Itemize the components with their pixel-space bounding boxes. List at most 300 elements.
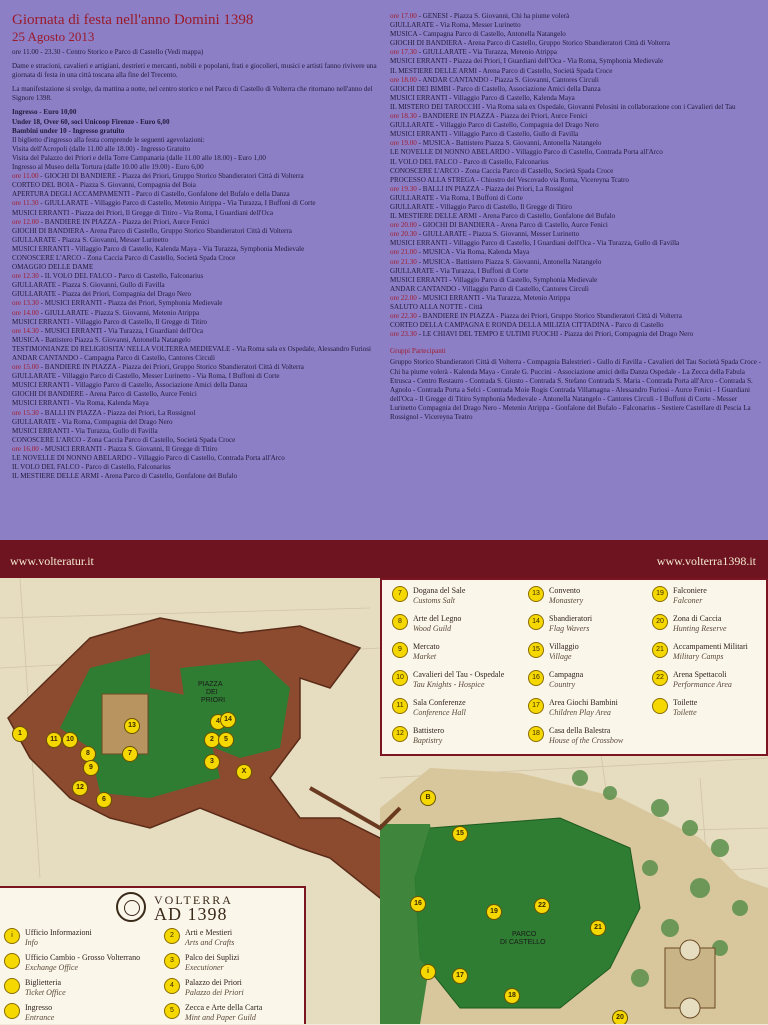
event-hours: ore 11.00 - 23.30 - Centro Storico e Parco di Castello (Vedi mappa) xyxy=(12,48,204,56)
legend-item xyxy=(164,953,300,975)
legend-badge: 13 xyxy=(528,586,544,602)
schedule-item xyxy=(390,121,762,130)
schedule-item xyxy=(390,258,762,267)
map-label-di-castello: DI CASTELLO xyxy=(500,939,546,946)
legend-badge: 17 xyxy=(528,698,544,714)
legend-translation: Market xyxy=(413,652,437,661)
legend-item xyxy=(4,1003,140,1025)
legend-badge xyxy=(4,978,20,994)
schedule-text: - GIULLARATE - Via Turazza, Metenio Atrippa xyxy=(416,48,557,57)
schedule-text: - MUSICI ERRANTI - Piazza S. Giovanni, Il Gregge di Titiro xyxy=(38,444,218,453)
legend-name: Ufficio Informazioni xyxy=(25,928,92,937)
legend-badge: 7 xyxy=(392,586,408,602)
schedule-text: GIOCHI DEI BIMBI - Parco di Castello, Associazione Amici della Danza xyxy=(390,84,601,93)
map-marker-11[interactable]: 11 xyxy=(46,732,62,748)
schedule-text: APERTURA DEGLI ACCAMPAMENTI - Parco di Castello, Gonfalone del Bufalo e della Danza xyxy=(12,190,290,199)
legend-translation: Falconer xyxy=(673,596,703,605)
schedule-text: MUSICI ERRANTI - Piazza dei Priori, I Guardiani dell'Oca - Via Roma, Symphonia Medievale xyxy=(390,57,664,66)
schedule-time: ore 15.00 xyxy=(12,363,39,372)
legend-name: Villaggio xyxy=(549,642,579,651)
legend-translation: Ticket Office xyxy=(25,988,66,997)
schedule-time: ore 19.30 xyxy=(390,184,417,193)
schedule-text: GIULLARATE - Piazza dei Priori, Compagnia del Drago Nero xyxy=(12,290,192,299)
legend-badge: 4 xyxy=(164,978,180,994)
map-label-parco: PARCO xyxy=(512,931,537,938)
legend-translation: Toilette xyxy=(673,708,697,717)
brand-line-2: AD 1398 xyxy=(154,904,228,924)
schedule-item xyxy=(12,436,384,445)
legend-translation: Exchange Office xyxy=(25,963,79,972)
map-marker-19[interactable]: 19 xyxy=(486,904,502,920)
schedule-text: - GIULLARATE - Piazza S. Giovanni, Messer Lurinetto xyxy=(416,230,580,239)
schedule-text: PROCESSO ALLA STREGA - Chiostro del Vescovado via Roma, Vicereyna Tcatro xyxy=(390,175,629,184)
schedule-item xyxy=(390,294,762,303)
legend-name: Cavalieri del Tau - Ospedale xyxy=(413,670,505,679)
schedule-item xyxy=(12,472,384,481)
schedule-time: ore 22.30 xyxy=(390,312,417,321)
event-date: 25 Agosto 2013 xyxy=(12,29,95,44)
legend-item xyxy=(4,928,140,950)
url-left-link[interactable]: www.volteratur.it xyxy=(10,554,94,568)
legend-badge: 19 xyxy=(652,586,668,602)
legend-translation: Baptistry xyxy=(413,736,443,745)
schedule-item xyxy=(12,281,384,290)
schedule-time: ore 20.30 xyxy=(390,230,417,239)
schedule-item xyxy=(12,309,384,318)
legend-translation: Village xyxy=(549,652,572,661)
ticket-note: Il biglietto d'ingresso alla festa comprende le seguenti agevolazioni: xyxy=(12,135,205,144)
schedule-item xyxy=(12,181,384,190)
legend-badge: i xyxy=(4,928,20,944)
schedule-text: MUSICI ERRANTI - Via Turazza, Gullo di Favilla xyxy=(12,426,158,435)
legend-translation: Palazzo dei Priori xyxy=(185,988,244,997)
map-marker-ticket[interactable]: B xyxy=(420,790,436,806)
schedule-item xyxy=(390,230,762,239)
schedule-time: ore 21.00 xyxy=(390,248,417,257)
schedule-item xyxy=(12,445,384,454)
schedule-text: MUSICI ERRANTI - Via Roma, Kalenda Maya xyxy=(12,399,149,408)
legend-item xyxy=(164,978,300,1000)
schedule-right xyxy=(390,12,762,339)
legend-name: Ingresso xyxy=(25,1003,53,1012)
map-marker-12[interactable]: 12 xyxy=(72,780,88,796)
legend-translation: Entrance xyxy=(25,1013,55,1022)
page-title: Giornata di festa nell'anno Domini 1398 xyxy=(12,12,254,28)
schedule-text: LE NOVELLE DI NONNO ABELARDO - Villaggio Parco di Castello, Contrada Porta all'Arco xyxy=(390,148,663,157)
schedule-item xyxy=(12,372,384,381)
legend-name: Sbandieratori xyxy=(549,614,593,623)
map-marker-9[interactable]: 9 xyxy=(83,760,99,776)
schedule-time: ore 14.00 xyxy=(12,308,39,317)
url-right-link[interactable]: www.volterra1398.it xyxy=(656,554,756,568)
legend-item xyxy=(528,642,646,666)
schedule-item xyxy=(12,299,384,308)
map-marker-4[interactable]: 4 xyxy=(210,714,226,730)
schedule-text: - MUSICA - Battistero Piazza S. Giovanni, Antonella Natangelo xyxy=(416,139,602,148)
schedule-item xyxy=(390,203,762,212)
schedule-text: - MUSICA - Battistero Piazza S. Giovanni, Antonella Natangelo xyxy=(416,257,602,266)
schedule-text: MUSICI ERRANTI - Villaggio Parco di Castello, I Guardiani dell'Oca - Via Turazza, Gullo di Favilla xyxy=(390,239,680,248)
schedule-text: - GIULLARATE - Piazza S. Giovanni, Metenio Atrippa xyxy=(38,308,200,317)
schedule-text: GIOCHI DI BANDIERA - Arena Parco di Castello, Gruppo Storico Sbandieratori Città di Volterra xyxy=(12,226,292,235)
legend-translation: Customs Salt xyxy=(413,596,456,605)
schedule-text: CONOSCERE L'ARCO - Zona Caccia Parco di Castello, Società Spada Croce xyxy=(12,435,236,444)
schedule-item xyxy=(12,336,384,345)
legend-translation: Wood Guild xyxy=(413,624,452,633)
schedule-item xyxy=(12,172,384,181)
map-marker-7[interactable]: 7 xyxy=(122,746,138,762)
legend-badge: 8 xyxy=(392,614,408,630)
schedule-text: IL MESTIERE DELLE ARMI - Arena Parco di Castello, Gonfalone del Bufalo xyxy=(390,212,616,221)
legend-name: Arte del Legno xyxy=(413,614,462,623)
legend-name: Falconiere xyxy=(673,586,707,595)
schedule-item xyxy=(390,148,762,157)
schedule-text: GIULLARATE - Villaggio Parco di Castello, Compagnia del Drago Nero xyxy=(390,121,599,130)
schedule-item xyxy=(12,390,384,399)
schedule-text: TESTIMONIANZE DI RELIGIOSITA' NELLA VOLTERRA MEDIEVALE - Via Roma sala ex Ospedale, Alessandro Furiosi xyxy=(12,344,371,353)
schedule-text: IL VOLO DEL FALCO - Parco di Castello, Falconarius xyxy=(390,157,549,166)
schedule-item xyxy=(12,354,384,363)
legend-right xyxy=(380,578,768,756)
schedule-item xyxy=(390,85,762,94)
legend-name: Zona di Caccia xyxy=(673,614,722,623)
schedule-time: ore 17.30 xyxy=(390,48,417,57)
map-marker-2[interactable]: 2 xyxy=(204,732,220,748)
schedule-item xyxy=(12,345,384,354)
schedule-text: GIULLARATE - Via Roma, Compagnia del Drago Nero xyxy=(12,417,173,426)
schedule-text: GIULLARATE - Villaggio Parco di Castello, Messer Lurinetto - Via Roma, I Buffoni di Corte xyxy=(12,372,280,381)
schedule-item xyxy=(12,409,384,418)
legend-item xyxy=(392,698,510,722)
map-label-piazza: PIAZZA xyxy=(198,681,223,688)
event-description: Dame e stracioni, cavalieri e artigiani, destrieri e mercanti, nobili e popolani, frati e giocolieri, musici e artisti fanno rivivere una giornata di festa in una città toscana alla fine del Trecento. xyxy=(12,62,377,80)
schedule-item xyxy=(390,330,762,339)
map-marker-1[interactable]: 1 xyxy=(12,726,28,742)
schedule-text: GIULLARATE - Via Turazza, I Buffoni di Corte xyxy=(390,266,529,275)
schedule-item xyxy=(12,381,384,390)
schedule-item xyxy=(390,103,762,112)
schedule-item xyxy=(390,48,762,57)
legend-badge: 9 xyxy=(392,642,408,658)
legend-name: Accampamenti Militari xyxy=(673,642,748,651)
schedule-time: ore 15.30 xyxy=(12,408,39,417)
map-marker-20[interactable]: 20 xyxy=(612,1010,628,1024)
schedule-item xyxy=(390,267,762,276)
legend-badge: 11 xyxy=(392,698,408,714)
legend-item xyxy=(4,953,140,975)
schedule-text: MUSICI ERRANTI - Villaggio Parco di Castello, Il Gregge di Titiro xyxy=(12,317,208,326)
schedule-text: - BANDIERE IN PIAZZA - Piazza dei Priori, Gruppo Storico Sbandieratori Città di Volterra xyxy=(416,312,682,321)
map-marker-8[interactable]: 8 xyxy=(80,746,96,762)
schedule-text: CONOSCERE L'ARCO - Zona Caccia Parco di Castello, Società Spada Croce xyxy=(12,253,236,262)
schedule-item xyxy=(390,158,762,167)
map-marker-16[interactable]: 16 xyxy=(410,896,426,912)
legend-translation: Country xyxy=(549,680,576,689)
schedule-text: - BANDIERE IN PIAZZA - Piazza dei Priori, Aurce Fenici xyxy=(416,112,588,121)
legend-name: Campagna xyxy=(549,670,584,679)
schedule-text: - MUSICI ERRANTI - Via Turazza, Metenio Atrippa xyxy=(416,293,571,302)
schedule-item xyxy=(12,272,384,281)
legend-item xyxy=(528,586,646,610)
schedule-item xyxy=(12,209,384,218)
legend-badge xyxy=(4,1003,20,1019)
schedule-item xyxy=(12,399,384,408)
legend-badge: 22 xyxy=(652,670,668,686)
legend-name: Sala Conferenze xyxy=(413,698,466,707)
legend-item xyxy=(528,726,646,750)
schedule-text: IL MESTIERE DELLE ARMI - Arena Parco di Castello, Gonfalone del Bufalo xyxy=(12,472,238,481)
legend-item xyxy=(652,698,768,722)
map-marker-21[interactable]: 21 xyxy=(590,920,606,936)
schedule-left xyxy=(12,172,384,481)
legend-name: Palco dei Suplizi xyxy=(185,953,240,962)
schedule-text: - BANDIERE IN PIAZZA - Piazza dei Priori, Aurce Fenici xyxy=(38,217,210,226)
schedule-item xyxy=(12,427,384,436)
schedule-item xyxy=(390,239,762,248)
ticket-note: Visita del Palazzo dei Priori e della Torre Campanaria (dalle 11.00 alle 18.00) - Euro 1,00 xyxy=(12,153,266,162)
schedule-text: MUSICI ERRANTI - Villaggio Parco di Castello, Gullo di Favilla xyxy=(390,130,579,139)
schedule-item xyxy=(390,94,762,103)
schedule-item xyxy=(390,276,762,285)
map-marker-info[interactable]: i xyxy=(420,964,436,980)
schedule-text: - GIOCHI DI BANDIERA - Arena Parco di Castello, Aurce Fenici xyxy=(416,221,608,230)
schedule-item xyxy=(12,190,384,199)
legend-badge: 10 xyxy=(392,670,408,686)
schedule-item xyxy=(390,194,762,203)
legend-item xyxy=(392,614,510,638)
schedule-text: GIULLARATE - Via Roma, Messer Lurinetto xyxy=(390,21,521,30)
legend-translation: Hunting Reserve xyxy=(673,624,727,633)
legend-badge: 5 xyxy=(164,1003,180,1019)
map-marker-22[interactable]: 22 xyxy=(534,898,550,914)
schedule-text: SALUTO ALLA NOTTE - Città xyxy=(390,303,483,311)
schedule-text: - BALLI IN PIAZZA - Piazza dei Priori, La Rossignol xyxy=(416,184,574,193)
legend-badge: 3 xyxy=(164,953,180,969)
map-marker-13[interactable]: 13 xyxy=(124,718,140,734)
schedule-item xyxy=(12,290,384,299)
legend-item xyxy=(392,586,510,610)
schedule-item xyxy=(12,463,384,472)
schedule-time: ore 20.00 xyxy=(390,221,417,230)
ticket-full: Ingresso - Euro 10,00 xyxy=(12,108,77,117)
map-marker-5[interactable]: 5 xyxy=(218,732,234,748)
legend-name: Palazzo dei Priori xyxy=(185,978,242,987)
seal-icon xyxy=(116,892,146,922)
schedule-text: - MUSICA - Via Roma, Kalenda Maya xyxy=(416,248,530,257)
schedule-text: - MUSICI ERRANTI - Piazza dei Priori, Symphonia Medievale xyxy=(38,299,223,308)
legend-item xyxy=(528,670,646,694)
legend-translation: Mint and Paper Guild xyxy=(185,1013,256,1022)
legend-badge: 15 xyxy=(528,642,544,658)
legend-name: Arena Spettacoli xyxy=(673,670,727,679)
schedule-text: MUSICA - Battistero Piazza S. Giovanni, Antonella Natangelo xyxy=(12,335,191,344)
schedule-time: ore 16.00 xyxy=(12,444,39,453)
legend-name: Mercato xyxy=(413,642,440,651)
legend-item xyxy=(392,670,510,694)
schedule-time: ore 14.30 xyxy=(12,326,39,335)
schedule-item xyxy=(12,227,384,236)
legend-translation: Arts and Crafts xyxy=(185,938,235,947)
schedule-text: IL VOLO DEL FALCO - Parco di Castello, Falconarius xyxy=(12,463,171,472)
legend-translation: Executioner xyxy=(185,963,224,972)
map-marker-3[interactable]: 3 xyxy=(204,754,220,770)
legend-translation: Flag Wavers xyxy=(549,624,590,633)
schedule-item xyxy=(12,363,384,372)
schedule-text: MUSICI ERRANTI - Villaggio Parco di Castello, Kalenda Maya - Via Turazza, Symphonia Medievale xyxy=(12,244,305,253)
schedule-item xyxy=(390,212,762,221)
schedule-item xyxy=(390,176,762,185)
schedule-text: OMAGGIO DELLE DAME xyxy=(12,263,94,272)
schedule-item xyxy=(390,130,762,139)
legend-badge xyxy=(652,698,668,714)
ticket-note: Visita dell'Acropoli (dalle 11.00 alle 18.00) - Ingresso Gratuito xyxy=(12,144,191,153)
map-marker-17[interactable]: 17 xyxy=(452,968,468,984)
schedule-text: - ANDAR CANTANDO - Piazza S. Giovanni, Cantores Circuli xyxy=(416,75,599,84)
schedule-item xyxy=(12,318,384,327)
schedule-time: ore 11.30 xyxy=(12,199,39,208)
schedule-item xyxy=(390,12,762,21)
participants-list: Gruppo Storico Sbandieratori Città di Volterra - Compagnia Balestrieri - Gullo di Favilla - Cavalieri del Tau Società Spada Croce - Chi ha piume volerà - Kalenda Maya - Corale G. Puccini - Associazione amici della Danza Ospedale - La Zecca della Fabula Etrusca - Centro Restauro - Contrada S. Giusto - Contrada S. Stefano Contrada S. Maria - Contrada Porta all'Arco - Contrada S. Agnolo - Contrada Porta a Selci - Contrada Moie Rogis Contrada Villamagna - Alessandro Furiosi - Aurce Fenici - I Guardiani dell'Oca - Il Gregge di Titiro Symphonia Medievale - Antonella Natangelo - Cantores Circuli - I Buffoni di Corte - Messer Lurinetto Compagnia del Drago Nero - Metenio Atrippa - Gonfalone del Bufalo - Falconarius - Sestiere Castellare di Pescia La Rossignol - Vicereyna Teatro xyxy=(390,358,762,422)
legend-name: Area Giochi Bambini xyxy=(549,698,618,707)
legend-name: Ufficio Cambio - Grosso Volterrano xyxy=(25,953,141,962)
schedule-item xyxy=(12,199,384,208)
schedule-item xyxy=(390,221,762,230)
legend-translation: Tau Knights - Hospice xyxy=(413,680,485,689)
program-column-left xyxy=(12,12,384,481)
schedule-time: ore 23.30 xyxy=(390,330,417,339)
schedule-item xyxy=(390,39,762,48)
legend-badge xyxy=(4,953,20,969)
legend-item xyxy=(392,726,510,750)
schedule-text: - GIULLARATE - Villaggio Parco di Castello, Metenio Atrippa - Via Turazza, I Buffoni di Corte xyxy=(38,199,316,208)
legend-item xyxy=(164,928,300,950)
map-marker-6[interactable]: 6 xyxy=(96,792,112,808)
brand-line-1: VOLTERRA xyxy=(154,893,233,907)
schedule-text: MUSICI ERRANTI - Piazza dei Priori, Il Gregge di Titiro - Via Roma, I Guardiani dell'Oca xyxy=(12,208,273,217)
schedule-item xyxy=(390,185,762,194)
legend-badge: 20 xyxy=(652,614,668,630)
schedule-item xyxy=(390,30,762,39)
legend-item xyxy=(652,614,768,638)
schedule-item xyxy=(12,236,384,245)
schedule-time: ore 17.00 xyxy=(390,12,417,20)
ticket-kids: Bambini under 10 - Ingresso gratuito xyxy=(12,126,125,135)
schedule-text: - GENESI - Piazza S. Giovanni, Chi ha piume volerà xyxy=(416,12,570,20)
schedule-text: ANDAR CANTANDO - Campagna Parco di Castello, Cantores Circuli xyxy=(12,354,215,362)
volterra-logo xyxy=(116,891,236,925)
schedule-text: MUSICI ERRANTI - Villaggio Parco di Castello, Associazione Amici della Danza xyxy=(12,381,248,390)
legend-translation: Monastery xyxy=(549,596,584,605)
schedule-text: GIOCHI DI BANDIERA - Arena Parco di Castello, Gruppo Storico Sbandieratori Città di Volterra xyxy=(390,39,670,48)
legend-name: Biglietteria xyxy=(25,978,61,987)
legend-item xyxy=(392,642,510,666)
schedule-text: ANDAR CANTANDO - Villaggio Parco di Castello, Cantores Circuli xyxy=(390,284,589,293)
schedule-item xyxy=(12,454,384,463)
map-marker-entrance[interactable]: X xyxy=(236,764,252,780)
schedule-time: ore 12.30 xyxy=(12,272,39,281)
legend-badge: 12 xyxy=(392,726,408,742)
participants-title: Gruppi Partecipanti xyxy=(390,347,446,356)
legend-badge: 14 xyxy=(528,614,544,630)
schedule-time: ore 22.00 xyxy=(390,293,417,302)
legend-item xyxy=(528,698,646,722)
schedule-text: GIULLARATE - Piazza S. Giovanni, Messer Lurinetto xyxy=(12,235,169,244)
legend-translation: House of the Crossbow xyxy=(549,736,624,745)
schedule-text: GIULLARATE - Villaggio Parco di Castello, Il Gregge di Titiro xyxy=(390,202,572,211)
schedule-item xyxy=(12,254,384,263)
schedule-text: GIOCHI DI BANDIERE - Arena Parco di Castello, Aurce Fenici xyxy=(12,390,197,399)
schedule-time: ore 18.00 xyxy=(390,75,417,84)
legend-item xyxy=(164,1003,300,1025)
legend-left xyxy=(0,886,306,1024)
map-marker-14[interactable]: 14 xyxy=(220,712,236,728)
schedule-item xyxy=(390,21,762,30)
schedule-item xyxy=(12,245,384,254)
event-manifestation: La manifestazione si svolge, da mattina a notte, nel centro storico e nel Parco di Castello di Volterra che ritornano nell'anno del Signore 1398. xyxy=(12,85,373,103)
legend-name: Arti e Mestieri xyxy=(185,928,233,937)
schedule-item xyxy=(12,218,384,227)
schedule-item xyxy=(390,67,762,76)
legend-item xyxy=(652,670,768,694)
legend-item xyxy=(652,586,768,610)
schedule-text: IL MESTIERE DELLE ARMI - Arena Parco di Castello, Società Spada Croce xyxy=(390,66,613,75)
legend-item xyxy=(528,614,646,638)
schedule-item xyxy=(12,263,384,272)
map-marker-15[interactable]: 15 xyxy=(452,826,468,842)
map-marker-10[interactable]: 10 xyxy=(62,732,78,748)
program-column-right xyxy=(390,12,762,422)
schedule-item xyxy=(390,321,762,330)
schedule-item xyxy=(12,418,384,427)
schedule-time: ore 21.30 xyxy=(390,257,417,266)
legend-translation: Children Play Area xyxy=(549,708,611,717)
legend-translation: Military Camps xyxy=(673,652,724,661)
schedule-time: ore 13.30 xyxy=(12,299,39,308)
legend-item xyxy=(4,978,140,1000)
schedule-text: CONOSCERE L'ARCO - Zona Caccia Parco di Castello, Società Spada Croce xyxy=(390,166,614,175)
legend-item xyxy=(652,642,768,666)
schedule-time: ore 18.30 xyxy=(390,112,417,121)
schedule-text: GIULLARATE - Via Roma, I Buffoni di Corte xyxy=(390,193,523,202)
url-band xyxy=(0,540,768,578)
ticket-note: Ingresso al Museo della Tortura (dalle 10.00 alle 19.00) - Euro 6,00 xyxy=(12,163,204,172)
map-marker-18[interactable]: 18 xyxy=(504,988,520,1004)
schedule-time: ore 12.00 xyxy=(12,217,39,226)
schedule-item xyxy=(390,303,762,312)
schedule-text: - BANDIERE IN PIAZZA - Piazza dei Priori, Gruppo Storico Sbandieratori Città di Volterra xyxy=(38,363,304,372)
legend-translation: Performance Area xyxy=(673,680,732,689)
schedule-time: ore 11.00 xyxy=(12,172,39,181)
schedule-text: CORTEO DELLA CAMPAGNA E RONDA DELLA MILIZIA CITTADINA - Parco di Castello xyxy=(390,321,664,330)
schedule-item xyxy=(390,57,762,66)
map-label-dei: DEI xyxy=(206,689,218,696)
schedule-item xyxy=(390,248,762,257)
ticket-reduced: Under 18, Over 60, soci Unicoop Firenze - Euro 6,00 xyxy=(12,117,170,126)
legend-name: Zecca e Arte della Carta xyxy=(185,1003,263,1012)
schedule-item xyxy=(390,285,762,294)
schedule-text: MUSICI ERRANTI - Villaggio Parco di Castello, Kalenda Maya xyxy=(390,93,575,102)
schedule-item xyxy=(390,139,762,148)
schedule-text: - MUSICI ERRANTI - Via Turazza, I Guardiani dell'Oca xyxy=(38,326,204,335)
schedule-text: - LE CHIAVI DEL TEMPO E ULTIMI FUOCHI - Piazza dei Priori, Compagnia del Drago Nero xyxy=(416,330,694,339)
legend-translation: Info xyxy=(25,938,38,947)
schedule-item xyxy=(390,112,762,121)
schedule-item xyxy=(12,327,384,336)
legend-name: Battistero xyxy=(413,726,445,735)
ticket-notes xyxy=(12,136,384,172)
schedule-item xyxy=(390,312,762,321)
schedule-text: MUSICA - Campagna Parco di Castello, Antonella Natangelo xyxy=(390,30,566,39)
